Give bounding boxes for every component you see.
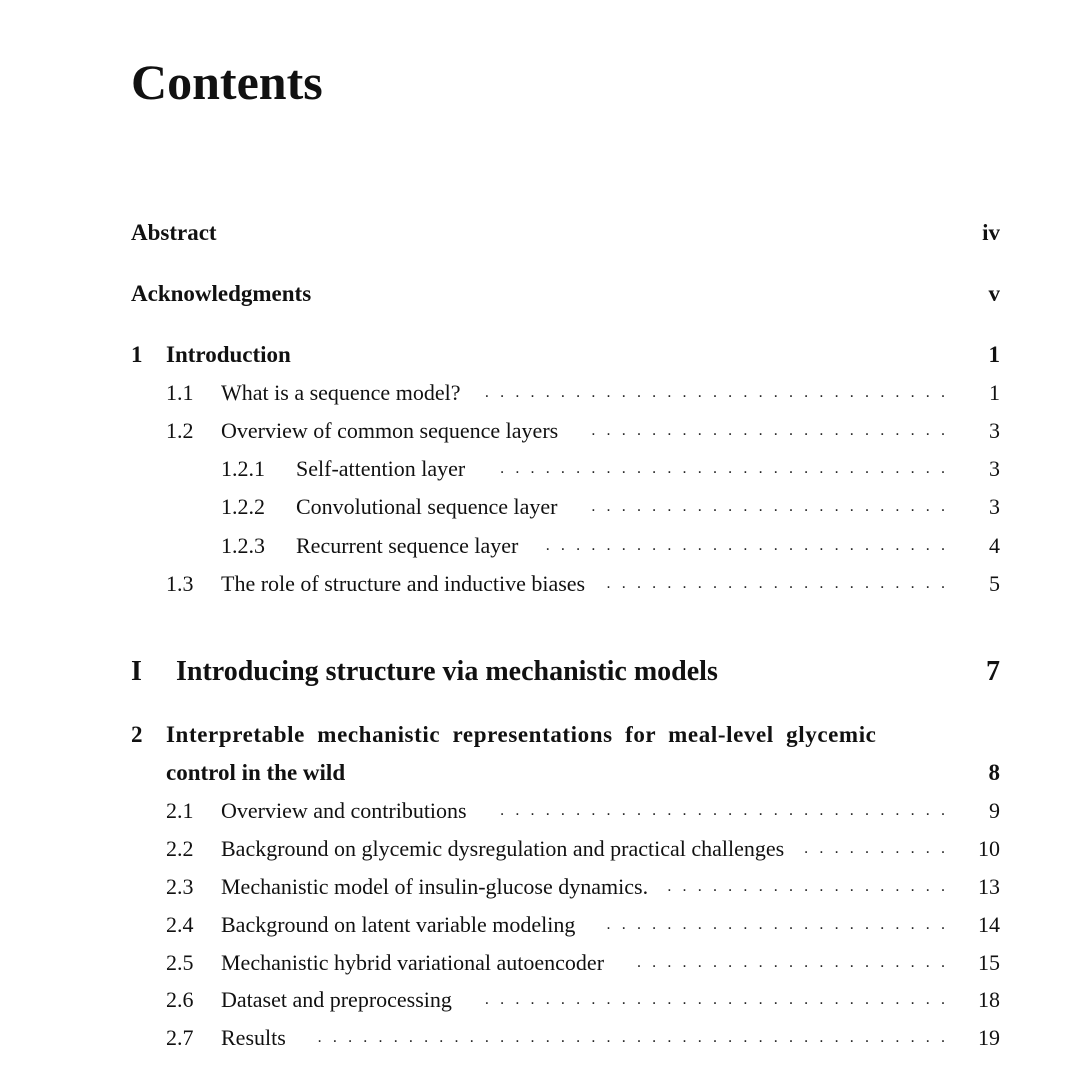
toc-section-label: The role of structure and inductive biases xyxy=(221,571,586,596)
toc-section-number: 2.4 xyxy=(166,912,194,937)
toc-section-page: 3 xyxy=(989,418,1000,443)
toc-section-label: Mechanistic hybrid variational autoencoder xyxy=(221,950,605,975)
toc-section-label: Background on latent variable modeling xyxy=(221,912,576,937)
toc-subsection-page: 3 xyxy=(989,494,1000,519)
toc-section-page: 15 xyxy=(978,950,1000,975)
toc-section-number: 2.6 xyxy=(166,987,194,1012)
toc-entry-acknowledgments[interactable] xyxy=(0,278,1080,310)
toc-part-number: I xyxy=(131,656,142,687)
toc-entry-page: iv xyxy=(982,220,1000,245)
toc-section-2-4[interactable] xyxy=(0,909,1080,941)
toc-section-2-6[interactable] xyxy=(0,984,1080,1016)
toc-section-label: Results xyxy=(221,1025,286,1050)
toc-chapter-page: 1 xyxy=(988,342,1000,367)
toc-subsection-number: 1.2.1 xyxy=(221,456,265,481)
leader-dots: . . . . . . . . . . xyxy=(804,840,945,857)
toc-chapter-number: 2 xyxy=(131,722,143,747)
toc-subsection-number: 1.2.2 xyxy=(221,494,265,519)
page-title: Contents xyxy=(131,54,323,110)
toc-section-2-1[interactable] xyxy=(0,795,1080,827)
toc-section-2-2[interactable] xyxy=(0,833,1080,865)
toc-subsection-label: Recurrent sequence layer xyxy=(296,533,519,558)
leader-dots: . . . . . . . . . . . . . . . . . . . . . . . . . . . . . . . xyxy=(484,384,945,401)
toc-section-2-3[interactable] xyxy=(0,871,1080,903)
toc-chapter-page: 8 xyxy=(988,760,1000,785)
toc-section-number: 2.2 xyxy=(166,836,194,861)
toc-entry-label: Acknowledgments xyxy=(131,281,312,306)
toc-subsection-number: 1.2.3 xyxy=(221,533,265,558)
leader-dots: . . . . . . . . . . . . . . . . . . . . . . . . . . . . . . . . . . . . . . . . . . xyxy=(317,1029,945,1046)
toc-subsection-1-2-3[interactable] xyxy=(0,530,1080,562)
leader-dots: . . . . . . . . . . . . . . . . . . . . . . . . . . . xyxy=(545,537,945,554)
toc-part-page: 7 xyxy=(986,656,1000,687)
toc-section-page: 19 xyxy=(978,1025,1000,1050)
toc-section-number: 2.7 xyxy=(166,1025,194,1050)
toc-subsection-label: Self-attention layer xyxy=(296,456,466,481)
leader-dots: . . . . . . . . . . . . . . . . . . . . . . . xyxy=(606,575,945,592)
toc-chapter-label: Introduction xyxy=(166,342,291,367)
toc-entry-abstract[interactable] xyxy=(0,217,1080,249)
toc-chapter-1[interactable] xyxy=(0,339,1080,371)
toc-entry-label: Abstract xyxy=(131,220,217,245)
toc-chapter-label-line1: Interpretable mechanistic representations for meal-level glycemic xyxy=(166,722,877,747)
leader-dots: . . . . . . . . . . . . . . . . . . . xyxy=(667,878,945,895)
toc-section-label: Background on glycemic dysregulation and practical challenges xyxy=(221,836,785,861)
toc-section-number: 1.1 xyxy=(166,380,194,405)
toc-section-page: 9 xyxy=(989,798,1000,823)
toc-section-number: 2.1 xyxy=(166,798,194,823)
toc-section-2-5[interactable] xyxy=(0,947,1080,979)
toc-section-label: Overview and contributions xyxy=(221,798,467,823)
toc-subsection-1-2-2[interactable] xyxy=(0,491,1080,523)
toc-subsection-page: 3 xyxy=(989,456,1000,481)
leader-dots: . . . . . . . . . . . . . . . . . . . . . . . . . . . . . . . xyxy=(484,991,945,1008)
leader-dots: . . . . . . . . . . . . . . . . . . . . . xyxy=(636,954,945,971)
toc-section-page: 13 xyxy=(978,874,1000,899)
toc-section-label: Mechanistic model of insulin-glucose dynamics. xyxy=(221,874,649,899)
toc-subsection-page: 4 xyxy=(989,533,1000,558)
leader-dots: . . . . . . . . . . . . . . . . . . . . . . . . xyxy=(591,498,945,515)
toc-section-page: 14 xyxy=(978,912,1000,937)
toc-section-label: Dataset and preprocessing xyxy=(221,987,452,1012)
toc-section-1-2[interactable] xyxy=(0,415,1080,447)
toc-subsection-1-2-1[interactable] xyxy=(0,453,1080,485)
leader-dots: . . . . . . . . . . . . . . . . . . . . . . . . . . . . . . xyxy=(500,460,945,477)
toc-part-1[interactable] xyxy=(0,652,1080,692)
toc-section-number: 2.3 xyxy=(166,874,194,899)
toc-part-label: Introducing structure via mechanistic models xyxy=(176,656,718,687)
toc-entry-page: v xyxy=(988,281,1000,306)
toc-section-1-1[interactable] xyxy=(0,377,1080,409)
toc-section-page: 18 xyxy=(978,987,1000,1012)
toc-section-label: Overview of common sequence layers xyxy=(221,418,559,443)
toc-section-page: 10 xyxy=(978,836,1000,861)
toc-section-1-3[interactable] xyxy=(0,568,1080,600)
toc-section-label: What is a sequence model? xyxy=(221,380,461,405)
leader-dots: . . . . . . . . . . . . . . . . . . . . . . . xyxy=(606,916,945,933)
toc-chapter-2-continued[interactable] xyxy=(0,757,1080,789)
toc-section-number: 1.2 xyxy=(166,418,194,443)
toc-chapter-number: 1 xyxy=(131,342,143,367)
toc-subsection-label: Convolutional sequence layer xyxy=(296,494,558,519)
toc-chapter-2[interactable] xyxy=(0,719,1080,751)
toc-section-page: 5 xyxy=(989,571,1000,596)
toc-section-number: 2.5 xyxy=(166,950,194,975)
toc-chapter-label-line2: control in the wild xyxy=(166,760,346,785)
leader-dots: . . . . . . . . . . . . . . . . . . . . . . . . . . . . . . xyxy=(500,802,945,819)
toc-section-page: 1 xyxy=(989,380,1000,405)
leader-dots: . . . . . . . . . . . . . . . . . . . . . . . . xyxy=(591,422,945,439)
toc-section-2-7[interactable] xyxy=(0,1022,1080,1054)
toc-section-number: 1.3 xyxy=(166,571,194,596)
